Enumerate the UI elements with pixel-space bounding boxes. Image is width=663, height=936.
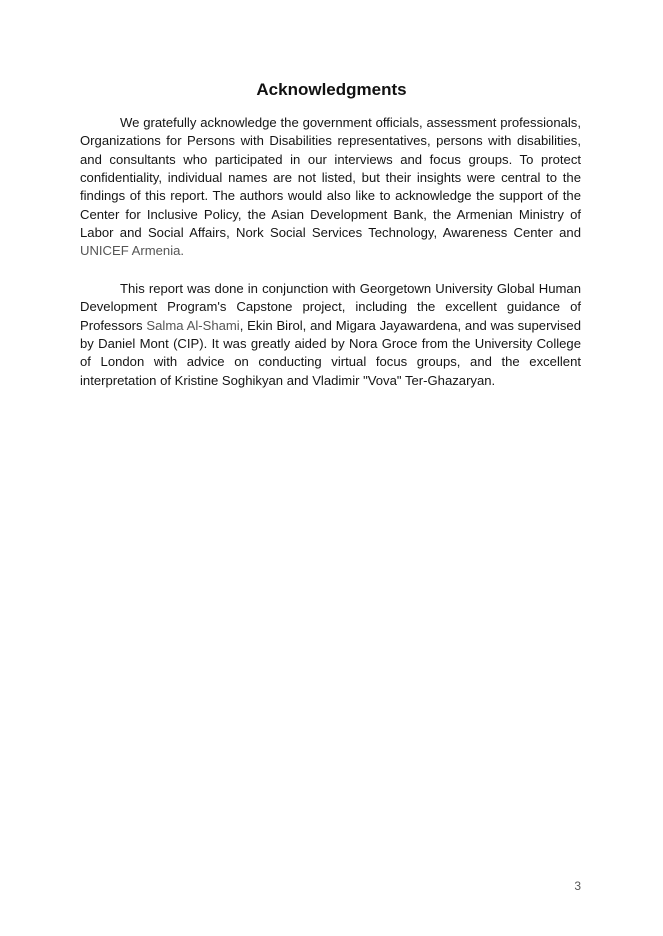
paragraph-1-text: We gratefully acknowledge the government officials, assessment professionals, Organizations for Persons with Disabilities representatives, persons with disabilities, and consultants who participated in our interviews and focus groups. To protect confidentiality, individual names are not listed, but their insights were central to the findings of this report. The authors would also like to acknowledge the support of the Center for Inclusive Policy, the Asian Development Bank, the Armenian Ministry of Labor and Social Affairs, Nork Social Services Technology, Awareness Center and [80,115,581,241]
page-number: 3 [574,879,581,893]
salma-al-shami-text: Salma Al-Shami [146,317,240,333]
paragraph-2-text-start: This report was done in conjunction with Georgetown University Global Human Development Program's Capstone project, including the excellent guidance of Professors [80,281,581,333]
page-title: Acknowledgments [256,80,407,99]
paragraph-2-text-end: , Ekin Birol, and Migara Jayawardena, and was supervised by Daniel Mont (CIP). It was greatly aided by Nora Groce from the University College of London with advice on conducting virtual focus groups, and the excellent interpretation of Kristine Soghikyan and Vladimir "Vova" Ter-Ghazaryan. [80,317,581,388]
unicef-armenia-text: UNICEF Armenia. [80,243,185,259]
acknowledgment-paragraph-1 [80,114,581,261]
acknowledgment-paragraph-2 [80,280,581,390]
